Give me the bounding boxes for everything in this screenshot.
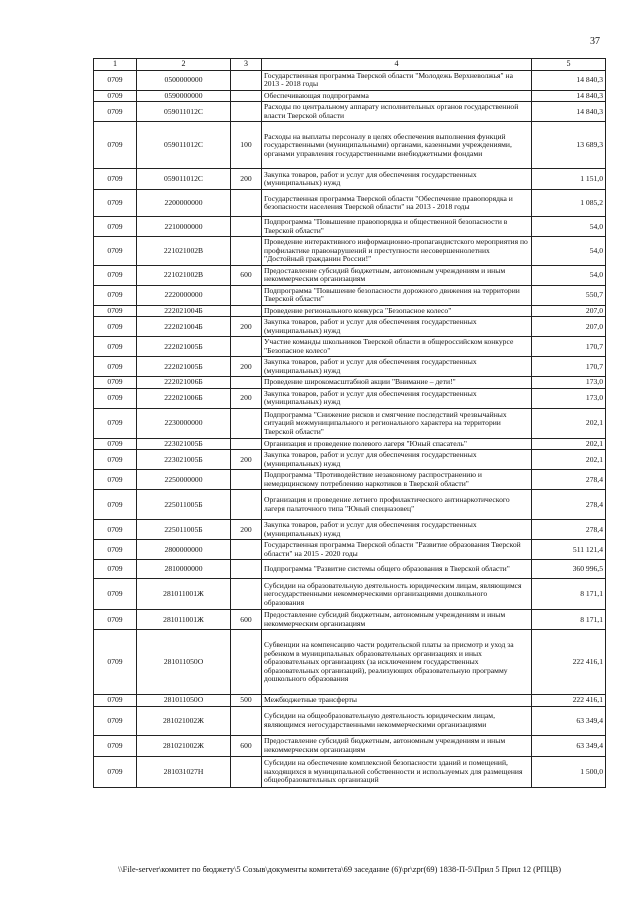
cell-sum: 222 416,1 bbox=[532, 695, 606, 707]
table-row bbox=[94, 217, 606, 237]
header-rz: 1 bbox=[94, 59, 137, 71]
cell-vr: 600 bbox=[231, 265, 262, 285]
cell-rz: 0709 bbox=[94, 122, 137, 169]
cell-vr bbox=[231, 706, 262, 735]
cell-vr bbox=[231, 190, 262, 217]
cell-rz: 0709 bbox=[94, 337, 137, 357]
cell-vr: 200 bbox=[231, 357, 262, 377]
cell-rz: 0709 bbox=[94, 102, 137, 122]
cell-csr: 281011050О bbox=[137, 630, 231, 695]
cell-rz: 0709 bbox=[94, 169, 137, 190]
cell-sum: 8 171,1 bbox=[532, 610, 606, 630]
cell-vr: 200 bbox=[231, 317, 262, 337]
cell-name: Организация и проведение летнего профилактического антинаркотического лагеря палаточного типа "Юный спецназовец" bbox=[262, 490, 532, 520]
cell-csr: 2230000000 bbox=[137, 408, 231, 438]
cell-sum: 173,0 bbox=[532, 377, 606, 389]
table-row bbox=[94, 337, 606, 357]
table-row bbox=[94, 706, 606, 735]
cell-rz: 0709 bbox=[94, 190, 137, 217]
cell-rz: 0709 bbox=[94, 285, 137, 305]
header-sum: 5 bbox=[532, 59, 606, 71]
cell-name: Закупка товаров, работ и услуг для обеспечения государственных (муниципальных) нужд bbox=[262, 520, 532, 540]
cell-name: Закупка товаров, работ и услуг для обеспечения государственных (муниципальных) нужд bbox=[262, 388, 532, 408]
cell-csr: 2200000000 bbox=[137, 190, 231, 217]
table-row bbox=[94, 317, 606, 337]
cell-rz: 0709 bbox=[94, 520, 137, 540]
cell-csr: 225011005Б bbox=[137, 490, 231, 520]
cell-vr: 200 bbox=[231, 388, 262, 408]
cell-vr bbox=[231, 560, 262, 579]
cell-sum: 170,7 bbox=[532, 337, 606, 357]
cell-csr: 2210000000 bbox=[137, 217, 231, 237]
cell-sum: 550,7 bbox=[532, 285, 606, 305]
table-row bbox=[94, 237, 606, 266]
cell-csr: 2800000000 bbox=[137, 540, 231, 560]
cell-name: Государственная программа Тверской области "Обеспечение правопорядка и безопасности населения Тверской области" на 2013 - 2018 годы bbox=[262, 190, 532, 217]
cell-name: Закупка товаров, работ и услуг для обеспечения государственных (муниципальных) нужд bbox=[262, 317, 532, 337]
table-row bbox=[94, 357, 606, 377]
cell-sum: 202,1 bbox=[532, 438, 606, 450]
table-row bbox=[94, 735, 606, 756]
cell-name: Предоставление субсидий бюджетным, автономным учреждениям и иным некоммерческим организациям bbox=[262, 610, 532, 630]
cell-vr: 600 bbox=[231, 735, 262, 756]
cell-vr bbox=[231, 540, 262, 560]
cell-name: Субсидии на общеобразовательную деятельность юридическим лицам, являющимся негосударственными некоммерческими организациями bbox=[262, 706, 532, 735]
cell-rz: 0709 bbox=[94, 756, 137, 787]
cell-rz: 0709 bbox=[94, 560, 137, 579]
cell-csr: 059011012С bbox=[137, 102, 231, 122]
cell-rz: 0709 bbox=[94, 438, 137, 450]
cell-name: Подпрограмма "Снижение рисков и смягчение последствий чрезвычайных ситуаций межмуниципального и регионального характера на территории Тверской области" bbox=[262, 408, 532, 438]
table-row bbox=[94, 630, 606, 695]
cell-rz: 0709 bbox=[94, 388, 137, 408]
cell-name: Государственная программа Тверской области "Молодежь Верхневолжья" на 2013 - 2018 годы bbox=[262, 70, 532, 90]
table-row bbox=[94, 305, 606, 317]
table-row bbox=[94, 490, 606, 520]
cell-rz: 0709 bbox=[94, 408, 137, 438]
cell-name: Проведение регионального конкурса "Безопасное колесо" bbox=[262, 305, 532, 317]
cell-name: Закупка товаров, работ и услуг для обеспечения государственных (муниципальных) нужд bbox=[262, 169, 532, 190]
cell-sum: 202,1 bbox=[532, 408, 606, 438]
cell-csr: 281031027Н bbox=[137, 756, 231, 787]
cell-rz: 0709 bbox=[94, 357, 137, 377]
cell-sum: 63 349,4 bbox=[532, 706, 606, 735]
cell-vr bbox=[231, 285, 262, 305]
cell-vr bbox=[231, 90, 262, 102]
cell-rz: 0709 bbox=[94, 90, 137, 102]
cell-csr: 281011001Ж bbox=[137, 579, 231, 610]
cell-csr: 223021005Б bbox=[137, 438, 231, 450]
cell-vr: 600 bbox=[231, 610, 262, 630]
budget-table bbox=[93, 58, 606, 788]
table-row bbox=[94, 470, 606, 490]
table-row bbox=[94, 610, 606, 630]
cell-vr bbox=[231, 438, 262, 450]
table-row bbox=[94, 756, 606, 787]
table-row bbox=[94, 540, 606, 560]
cell-vr: 200 bbox=[231, 169, 262, 190]
cell-sum: 54,0 bbox=[532, 237, 606, 266]
cell-name: Организация и проведение полевого лагеря "Юный спасатель" bbox=[262, 438, 532, 450]
cell-name: Проведение интерактивного информационно-пропагандистского мероприятия по профилактике правонарушений и преступности несовершеннолетних "Достойный гражданин России!" bbox=[262, 237, 532, 266]
cell-name: Предоставление субсидий бюджетным, автономным учреждениям и иным некоммерческим организациям bbox=[262, 265, 532, 285]
cell-rz: 0709 bbox=[94, 237, 137, 266]
cell-csr: 281011050О bbox=[137, 695, 231, 707]
table-row bbox=[94, 377, 606, 389]
table-row bbox=[94, 190, 606, 217]
cell-rz: 0709 bbox=[94, 70, 137, 90]
cell-sum: 222 416,1 bbox=[532, 630, 606, 695]
cell-name: Подпрограмма "Повышение безопасности дорожного движения на территории Тверской области" bbox=[262, 285, 532, 305]
cell-sum: 14 840,3 bbox=[532, 90, 606, 102]
cell-vr bbox=[231, 377, 262, 389]
cell-csr: 225011005Б bbox=[137, 520, 231, 540]
cell-name: Закупка товаров, работ и услуг для обеспечения государственных (муниципальных) нужд bbox=[262, 357, 532, 377]
cell-name: Субвенции на компенсацию части родительской платы за присмотр и уход за ребенком в муниципальных образовательных организациях и иных образовательных организациях (за исключением государственных образовательных организаций), реализующих образовательную программу дошкольного образования bbox=[262, 630, 532, 695]
page-number: 37 bbox=[590, 36, 600, 47]
cell-name: Субсидии на обеспечение комплексной безопасности зданий и помещений, находящихся в муниципальной собственности и используемых для размещения общеобразовательных организаций bbox=[262, 756, 532, 787]
table-row bbox=[94, 388, 606, 408]
cell-rz: 0709 bbox=[94, 540, 137, 560]
table-row bbox=[94, 520, 606, 540]
cell-rz: 0709 bbox=[94, 630, 137, 695]
cell-rz: 0709 bbox=[94, 305, 137, 317]
table-row bbox=[94, 408, 606, 438]
cell-vr bbox=[231, 630, 262, 695]
cell-csr: 0500000000 bbox=[137, 70, 231, 90]
cell-name: Расходы на выплаты персоналу в целях обеспечения выполнения функций государственными (муниципальными) органами, казенными учреждениями, органами управления государственными внебюджетными фондами bbox=[262, 122, 532, 169]
cell-csr: 281011001Ж bbox=[137, 610, 231, 630]
cell-name: Подпрограмма "Развитие системы общего образования в Тверской области" bbox=[262, 560, 532, 579]
cell-vr: 500 bbox=[231, 695, 262, 707]
table-body bbox=[94, 70, 606, 787]
header-vr: 3 bbox=[231, 59, 262, 71]
cell-csr: 222021005Б bbox=[137, 357, 231, 377]
cell-vr bbox=[231, 102, 262, 122]
cell-name: Подпрограмма "Повышение правопорядка и общественной безопасности в Тверской области" bbox=[262, 217, 532, 237]
cell-rz: 0709 bbox=[94, 265, 137, 285]
file-path-footer: \\File-server\комитет по бюджету\5 Созыв\документы комитета\69 заседание (6)\pr\zpr(69) 1838-П-5\Прил 5 Прил 12 (РПЦВ) bbox=[118, 865, 562, 874]
table-row bbox=[94, 579, 606, 610]
cell-name: Предоставление субсидий бюджетным, автономным учреждениям и иным некоммерческим организациям bbox=[262, 735, 532, 756]
cell-csr: 2220000000 bbox=[137, 285, 231, 305]
table-row bbox=[94, 265, 606, 285]
table-row bbox=[94, 122, 606, 169]
cell-vr bbox=[231, 237, 262, 266]
cell-sum: 173,0 bbox=[532, 388, 606, 408]
cell-sum: 1 500,0 bbox=[532, 756, 606, 787]
cell-name: Обеспечивающая подпрограмма bbox=[262, 90, 532, 102]
cell-csr: 221021002В bbox=[137, 237, 231, 266]
table-row bbox=[94, 560, 606, 579]
cell-name: Подпрограмма "Противодействие незаконному распространению и немедицинскому потреблению наркотиков в Тверской области" bbox=[262, 470, 532, 490]
cell-vr bbox=[231, 756, 262, 787]
cell-csr: 222021004Б bbox=[137, 317, 231, 337]
cell-rz: 0709 bbox=[94, 610, 137, 630]
cell-rz: 0709 bbox=[94, 490, 137, 520]
cell-vr bbox=[231, 70, 262, 90]
cell-name: Закупка товаров, работ и услуг для обеспечения государственных (муниципальных) нужд bbox=[262, 450, 532, 470]
cell-sum: 207,0 bbox=[532, 317, 606, 337]
cell-sum: 1 085,2 bbox=[532, 190, 606, 217]
cell-rz: 0709 bbox=[94, 706, 137, 735]
cell-sum: 170,7 bbox=[532, 357, 606, 377]
table-header-row bbox=[94, 59, 606, 71]
cell-vr bbox=[231, 579, 262, 610]
table-row bbox=[94, 90, 606, 102]
cell-csr: 2250000000 bbox=[137, 470, 231, 490]
cell-sum: 14 840,3 bbox=[532, 102, 606, 122]
cell-vr bbox=[231, 337, 262, 357]
cell-vr: 200 bbox=[231, 450, 262, 470]
header-name: 4 bbox=[262, 59, 532, 71]
cell-rz: 0709 bbox=[94, 579, 137, 610]
table-row bbox=[94, 285, 606, 305]
cell-sum: 13 689,3 bbox=[532, 122, 606, 169]
cell-csr: 221021002В bbox=[137, 265, 231, 285]
cell-sum: 511 121,4 bbox=[532, 540, 606, 560]
cell-sum: 202,1 bbox=[532, 450, 606, 470]
cell-sum: 63 349,4 bbox=[532, 735, 606, 756]
header-csr: 2 bbox=[137, 59, 231, 71]
cell-sum: 207,0 bbox=[532, 305, 606, 317]
cell-csr: 222021004Б bbox=[137, 305, 231, 317]
cell-vr bbox=[231, 305, 262, 317]
cell-csr: 222021005Б bbox=[137, 337, 231, 357]
cell-csr: 222021006Б bbox=[137, 377, 231, 389]
cell-sum: 278,4 bbox=[532, 520, 606, 540]
cell-sum: 1 151,0 bbox=[532, 169, 606, 190]
cell-name: Государственная программа Тверской области "Развитие образования Тверской области" на 2015 - 2020 годы bbox=[262, 540, 532, 560]
cell-vr bbox=[231, 408, 262, 438]
table-row bbox=[94, 70, 606, 90]
cell-rz: 0709 bbox=[94, 470, 137, 490]
cell-rz: 0709 bbox=[94, 735, 137, 756]
cell-rz: 0709 bbox=[94, 317, 137, 337]
cell-sum: 278,4 bbox=[532, 490, 606, 520]
cell-csr: 281021002Ж bbox=[137, 706, 231, 735]
cell-sum: 8 171,1 bbox=[532, 579, 606, 610]
cell-name: Проведение широкомасштабной акции "Внимание – дети!" bbox=[262, 377, 532, 389]
cell-name: Субсидии на образовательную деятельность юридическим лицам, являющимся негосударственными некоммерческими организациями дошкольного образования bbox=[262, 579, 532, 610]
cell-rz: 0709 bbox=[94, 450, 137, 470]
cell-vr bbox=[231, 490, 262, 520]
table-row bbox=[94, 450, 606, 470]
cell-csr: 281021002Ж bbox=[137, 735, 231, 756]
cell-csr: 2810000000 bbox=[137, 560, 231, 579]
cell-csr: 059011012С bbox=[137, 169, 231, 190]
table-row bbox=[94, 695, 606, 707]
cell-sum: 278,4 bbox=[532, 470, 606, 490]
cell-sum: 54,0 bbox=[532, 265, 606, 285]
table-row bbox=[94, 102, 606, 122]
cell-sum: 14 840,3 bbox=[532, 70, 606, 90]
cell-csr: 222021006Б bbox=[137, 388, 231, 408]
cell-rz: 0709 bbox=[94, 377, 137, 389]
cell-vr bbox=[231, 217, 262, 237]
cell-vr bbox=[231, 470, 262, 490]
table-row bbox=[94, 438, 606, 450]
cell-rz: 0709 bbox=[94, 217, 137, 237]
cell-vr: 200 bbox=[231, 520, 262, 540]
cell-rz: 0709 bbox=[94, 695, 137, 707]
cell-name: Расходы по центральному аппарату исполнительных органов государственной власти Тверской области bbox=[262, 102, 532, 122]
cell-name: Участие команды школьников Тверской области в общероссийском конкурсе "Безопасное колесо" bbox=[262, 337, 532, 357]
cell-sum: 360 996,5 bbox=[532, 560, 606, 579]
cell-name: Межбюджетные трансферты bbox=[262, 695, 532, 707]
cell-csr: 059011012С bbox=[137, 122, 231, 169]
table-row bbox=[94, 169, 606, 190]
cell-csr: 0590000000 bbox=[137, 90, 231, 102]
cell-csr: 223021005Б bbox=[137, 450, 231, 470]
cell-vr: 100 bbox=[231, 122, 262, 169]
cell-sum: 54,0 bbox=[532, 217, 606, 237]
